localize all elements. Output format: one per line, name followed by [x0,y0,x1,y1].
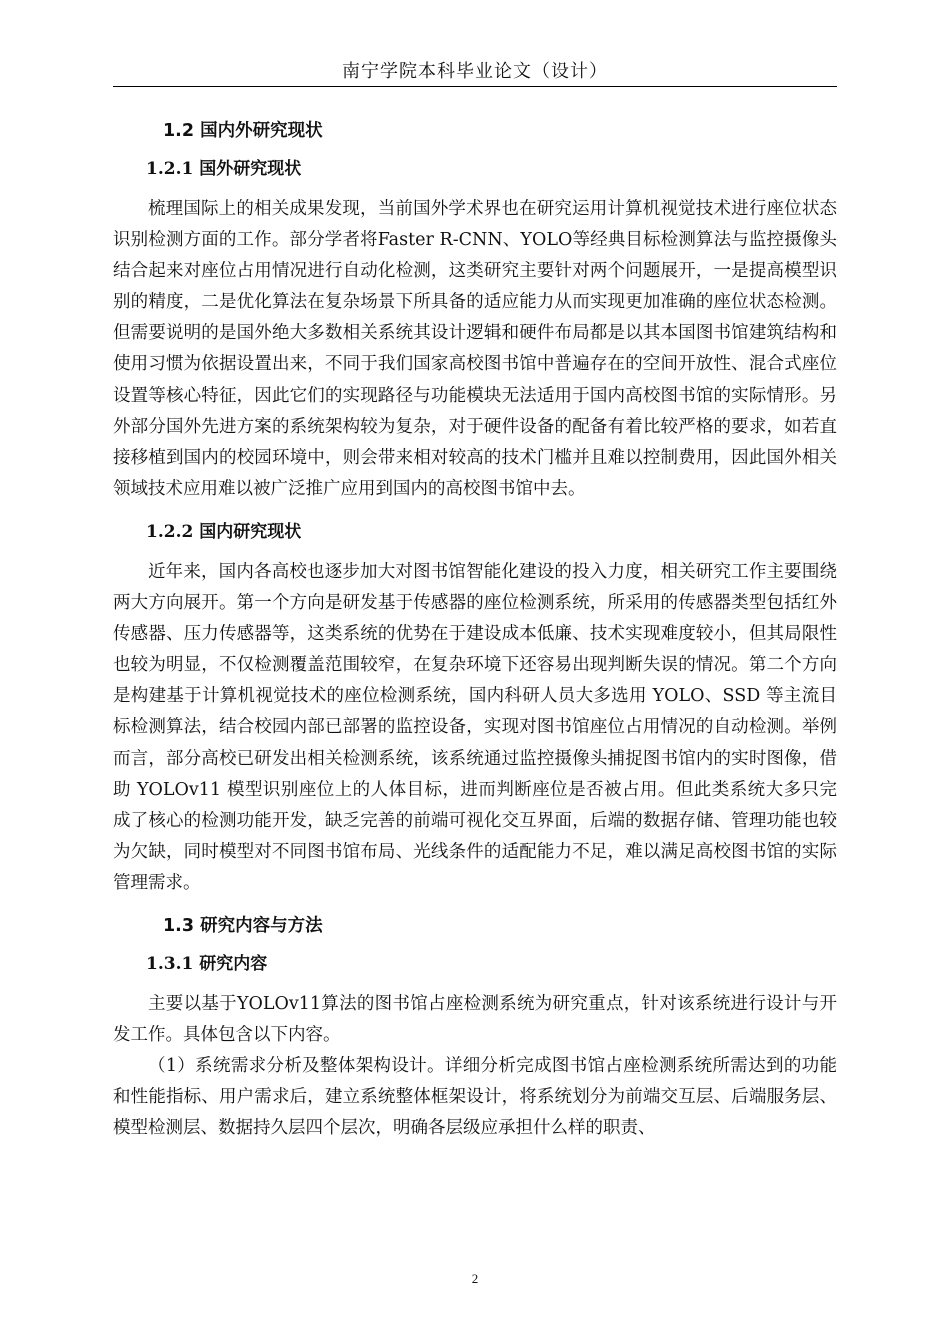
paragraph-foreign-research: 梳理国际上的相关成果发现，当前国外学术界也在研究运用计算机视觉技术进行座位状态识别检测方面的工作。部分学者将Faster R-CNN、YOLO等经典目标检测算法与监控摄像头结合起来对座位占用情况进行自动化检测，这类研究主要针对两个问题展开，一是提高模型识别的精度，二是优化算法在复杂场景下所具备的适应能力从而实现更加准确的座位状态检测。但需要说明的是国外绝大多数相关系统其设计逻辑和硬件布局都是以其本国图书馆建筑结构和使用习惯为依据设置出来，不同于我们国家高校图书馆中普遍存在的空间开放性、混合式座位设置等核心特征，因此它们的实现路径与功能模块无法适用于国内高校图书馆的实际情形。另外部分国外先进方案的系统架构较为复杂，对于硬件设备的配备有着比较严格的要求，如若直接移植到国内的校园环境中，则会带来相对较高的技术门槛并且难以控制费用，因此国外相关领域技术应用难以被广泛推广应用到国内的高校图书馆中去。 [113,199,837,499]
subsection-heading-1-3-1: 1.3.1 研究内容 [146,953,268,974]
section-heading-1-3: 1.3 研究内容与方法 [163,915,323,936]
paragraph-domestic-research: 近年来，国内各高校也逐步加大对图书馆智能化建设的投入力度，相关研究工作主要围绕两大方向展开。第一个方向是研发基于传感器的座位检测系统，所采用的传感器类型包括红外传感器、压力传感器等，这类系统的优势在于建设成本低廉、技术实现难度较小，但其局限性也较为明显，不仅检测覆盖范围较窄，在复杂环境下还容易出现判断失误的情况。第二个方向是构建基于计算机视觉技术的座位检测系统，国内科研人员大多选用 YOLO、SSD 等主流目标检测算法，结合校园内部已部署的监控设备，实现对图书馆座位占用情况的自动检测。举例而言，部分高校已研发出相关检测系统，该系统通过监控摄像头捕捉图书馆内的实时图像，借助 YOLOv11 模型识别座位上的人体目标，进而判断座位是否被占用。但此类系统大多只完成了核心的检测功能开发，缺乏完善的前端可视化交互界面，后端的数据存储、管理功能也较为欠缺，同时模型对不同图书馆布局、光线条件的适配能力不足，难以满足高校图书馆的实际管理需求。 [113,561,837,893]
paragraph-research-content-intro: 主要以基于YOLOv11算法的图书馆占座检测系统为研究重点，针对该系统进行设计与开发工作。具体包含以下内容。 [113,993,837,1046]
subsection-heading-1-2-1: 1.2.1 国外研究现状 [146,159,302,179]
section-heading-1-2: 1.2 国内外研究现状 [163,121,323,141]
header-divider [113,86,837,87]
page-number: 2 [471,1271,479,1286]
paragraph-research-content-item-1: （1）系统需求分析及整体架构设计。详细分析完成图书馆占座检测系统所需达到的功能和性能指标、用户需求后，建立系统整体框架设计，将系统划分为前端交互层、后端服务层、模型检测层、数据持久层四个层次，明确各层级应承担什么样的职责、 [113,1056,837,1139]
subsection-heading-1-2-2: 1.2.2 国内研究现状 [146,521,302,542]
page-body [113,112,837,1152]
page-header-title: 南宁学院本科毕业论文（设计） [342,61,608,82]
